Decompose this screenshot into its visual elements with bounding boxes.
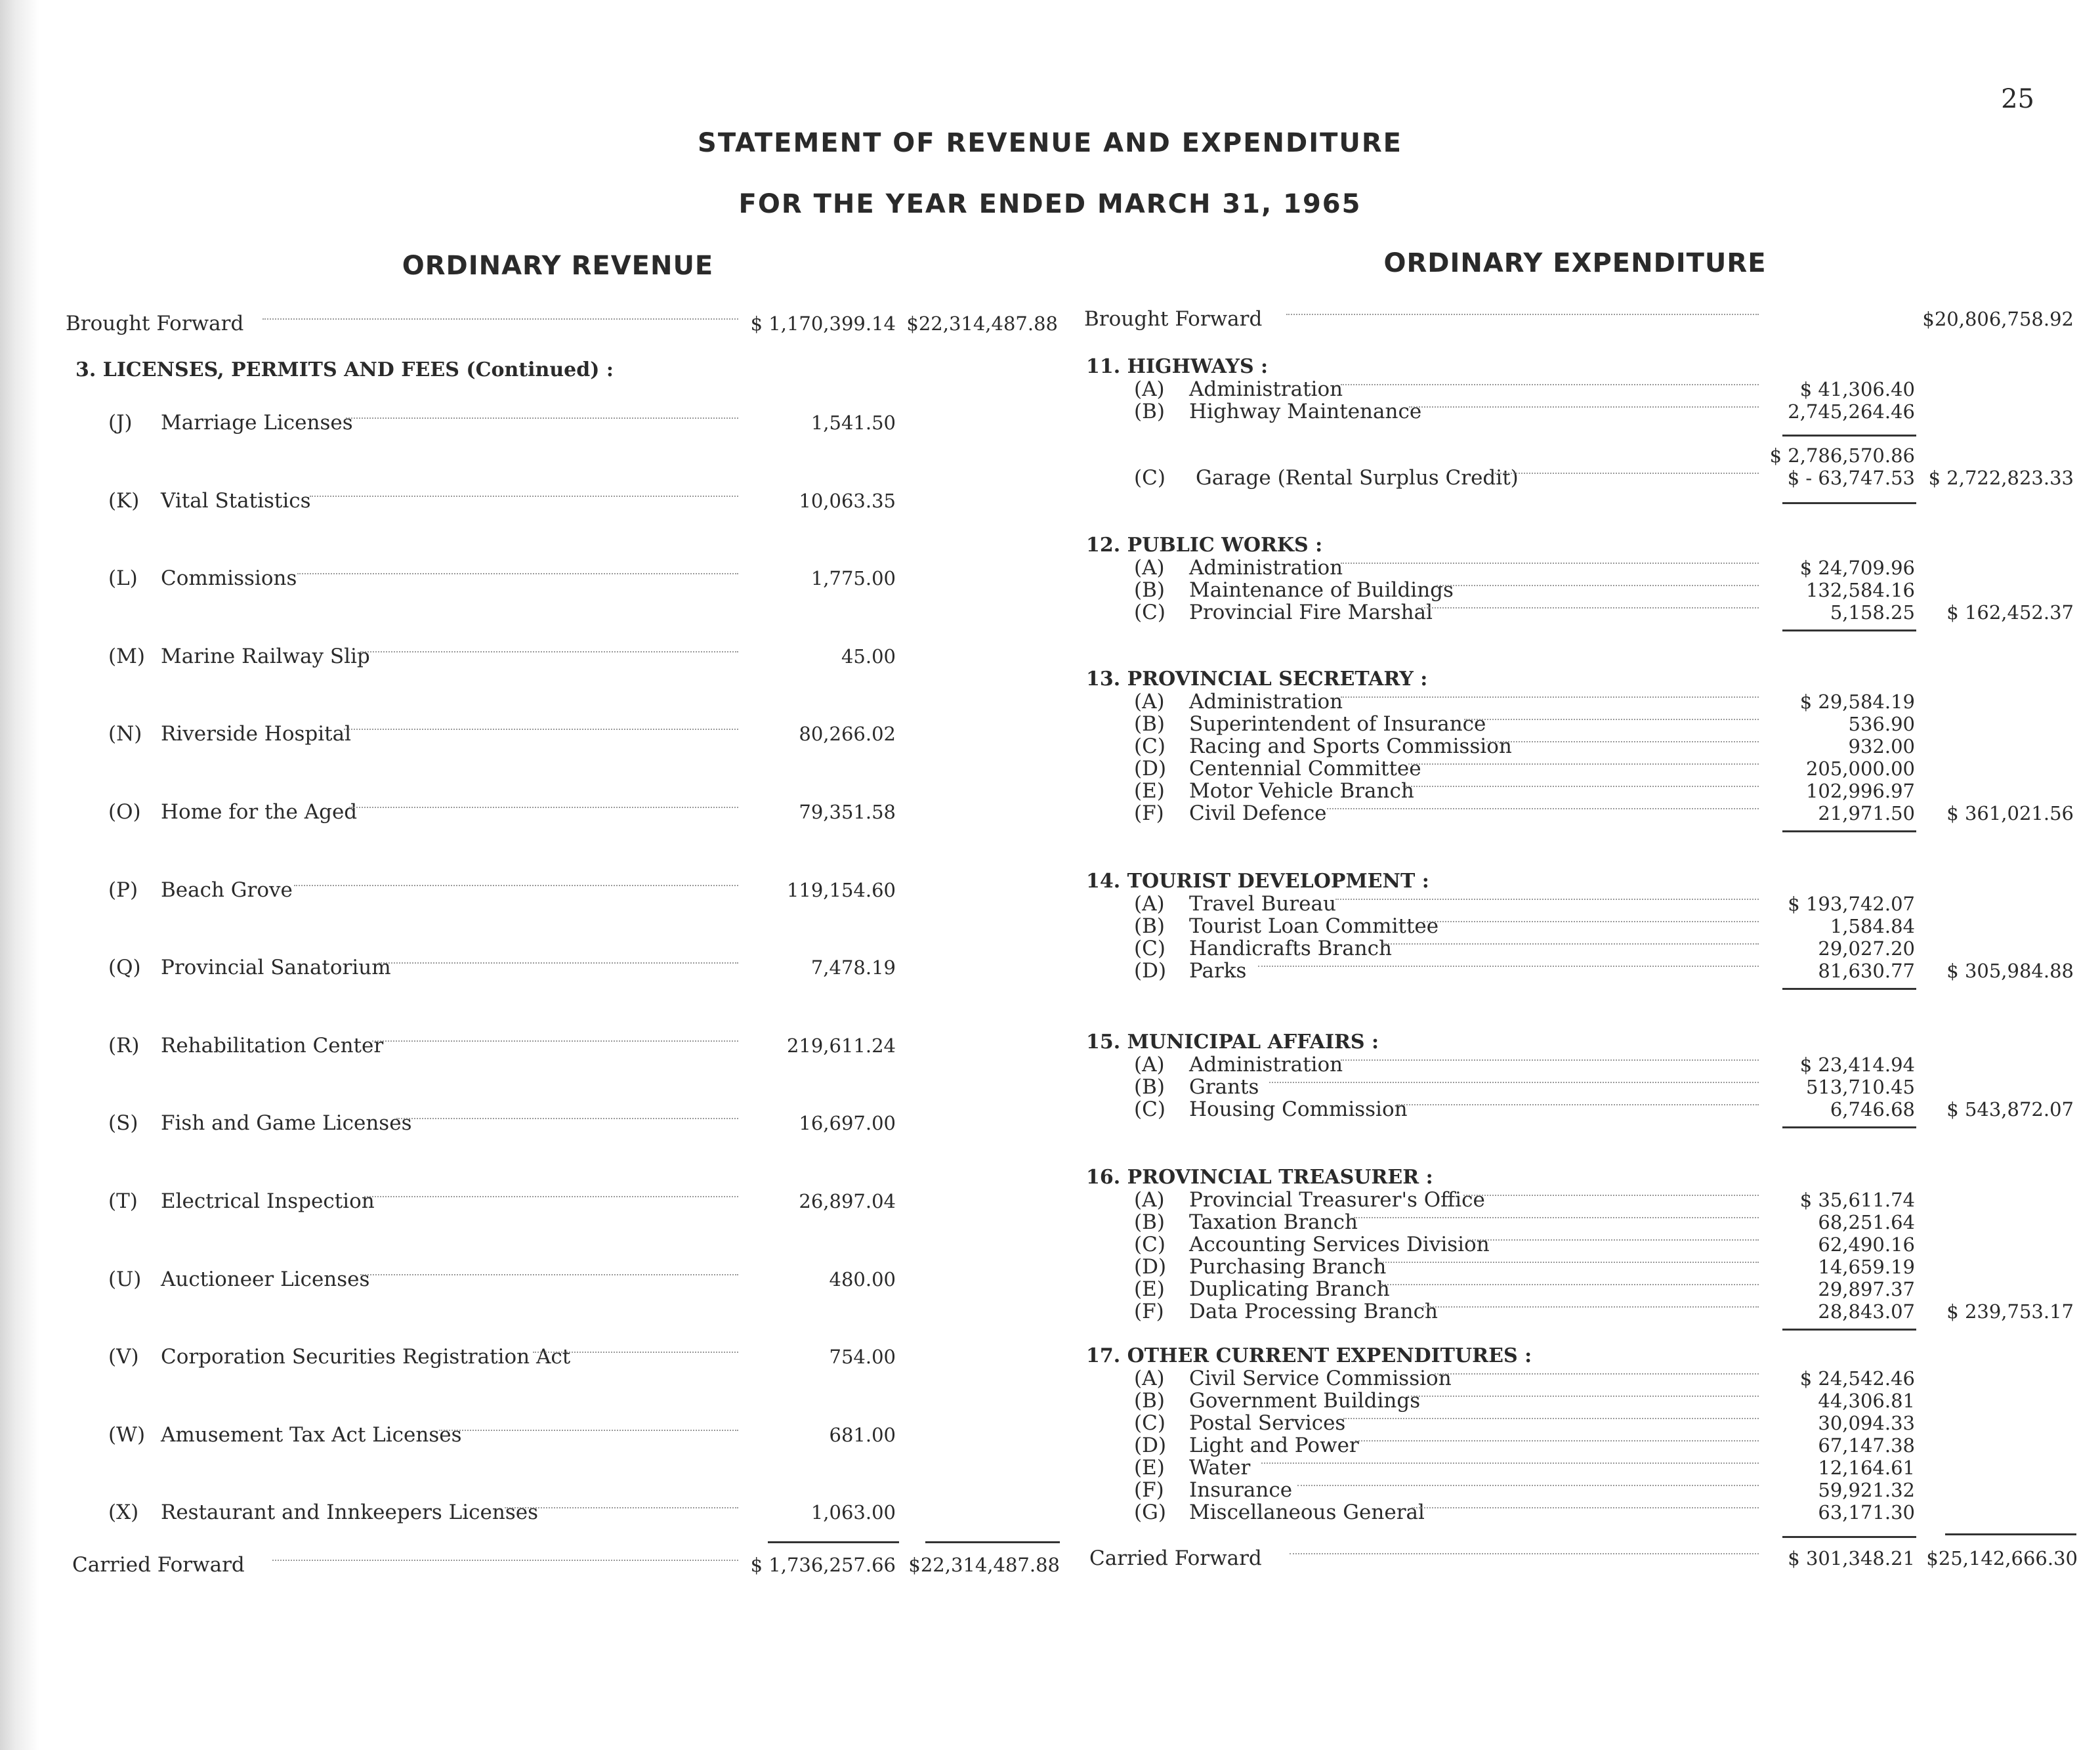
expenditure-item-label: Racing and Sports Commission [1189,735,1512,758]
expenditure-item-amount: 29,027.20 [1818,937,1915,960]
expenditure-item-amount: 205,000.00 [1805,758,1915,780]
expenditure-item-leader [1486,741,1759,742]
expenditure-item-code: (D) [1134,959,1167,983]
expenditure-item-label: Purchasing Branch [1189,1255,1387,1279]
expenditure-item-leader [1402,786,1759,787]
expenditure-item-leader [1327,808,1759,809]
expenditure-item-label: Grants [1189,1075,1259,1099]
revenue-item-leader [372,1040,738,1042]
highways-total-rule [1782,502,1916,504]
revenue-item-label: Auctioneer Licenses [161,1267,370,1291]
highways-subtotal-rule [1782,435,1916,437]
revenue-item-amount: 480.00 [829,1268,896,1291]
revenue-total-rule [925,1541,1060,1543]
expenditure-item-leader [1435,1373,1759,1375]
expenditure-item-amount: 132,584.16 [1805,579,1915,601]
expenditure-total-rule [1945,1533,2076,1535]
revenue-item-label: Electrical Inspection [161,1189,375,1213]
expenditure-item-label: Postal Services [1189,1411,1346,1435]
expenditure-section-total: $ 305,984.88 [1946,960,2074,982]
expenditure-item-code: (C) [1134,937,1166,960]
expenditure-item-leader [1258,966,1759,967]
expenditure-item-code: (B) [1134,1075,1165,1099]
revenue-item-amount: 754.00 [829,1346,896,1369]
expenditure-item-leader [1269,1082,1759,1083]
expenditure-item-code: (A) [1134,556,1165,580]
expenditure-item-leader [1423,1306,1759,1308]
expenditure-section-rule [1782,630,1916,631]
expenditure-item-leader [1463,1195,1759,1196]
expenditure-item-code: (G) [1134,1501,1166,1524]
revenue-item-code: (R) [108,1033,140,1057]
revenue-item-leader [344,729,738,730]
expenditure-item-label: Data Processing Branch [1189,1300,1438,1323]
revenue-item-label: Restaurant and Innkeepers Licenses [161,1501,538,1525]
expenditure-item-amount: $ 193,742.07 [1788,893,1915,915]
expenditure-item-amount: 29,897.37 [1818,1278,1915,1300]
revenue-item-amount: 119,154.60 [786,878,896,901]
expenditure-carried-forward-total: $25,142,666.30 [1926,1547,2078,1569]
expenditure-item-label: Maintenance of Buildings [1189,578,1454,602]
expenditure-item-amount: 44,306.81 [1818,1390,1915,1412]
expenditure-item-amount: 62,490.16 [1818,1233,1915,1256]
revenue-item-amount: 45.00 [841,645,896,668]
expenditure-item-label: Government Buildings [1189,1389,1421,1413]
expenditure-item-label: Provincial Fire Marshal [1189,601,1433,624]
revenue-item-label: Rehabilitation Center [161,1033,384,1057]
expenditure-item-code: (F) [1134,801,1164,825]
expenditure-item-leader [1412,1507,1759,1508]
revenue-item-label: Riverside Hospital [161,722,352,746]
revenue-brought-forward-label: Brought Forward [66,312,244,335]
expenditure-carried-forward-label: Carried Forward [1089,1547,1262,1570]
revenue-item-amount: 80,266.02 [799,723,896,746]
revenue-item-amount: 681.00 [829,1423,896,1446]
revenue-item-leader [439,1430,738,1431]
expenditure-item-leader [1409,406,1759,408]
expenditure-item-label: Insurance [1189,1478,1293,1502]
revenue-item-amount: 16,697.00 [799,1112,896,1135]
expenditure-item-label: Handicrafts Branch [1189,937,1392,960]
expenditure-item-label: Administration [1189,690,1343,714]
expenditure-item-code: (B) [1134,712,1165,736]
expenditure-item-code: (A) [1134,377,1165,401]
expenditure-item-label: Civil Service Commission [1189,1367,1452,1390]
revenue-item-leader [349,807,738,808]
revenue-carried-forward-total: $22,314,487.88 [908,1554,1060,1576]
expenditure-item-label: Duplicating Branch [1189,1277,1390,1301]
expenditure-item-amount: $ 24,709.96 [1799,557,1915,579]
expenditure-section-rule [1782,1329,1916,1331]
revenue-item-label: Beach Grove [161,878,293,902]
expenditure-item-amount: 2,745,264.46 [1788,400,1915,423]
expenditure-item-code: (F) [1134,1478,1164,1502]
expenditure-item-amount: $ 23,414.94 [1799,1054,1915,1076]
expenditure-item-code: (B) [1134,914,1165,938]
expenditure-item-amount: 21,971.50 [1818,802,1915,824]
expenditure-section-rule [1782,830,1916,832]
expenditure-item-code: (B) [1134,1210,1165,1234]
expenditure-item-amount: 30,094.33 [1818,1412,1915,1434]
expenditure-item-label: Water [1189,1456,1251,1480]
expenditure-item-leader [1341,563,1759,564]
expenditure-item-amount: 536.90 [1848,713,1915,735]
revenue-item-code: (S) [108,1111,138,1136]
expenditure-item-code: (A) [1134,1367,1165,1390]
expenditure-item-amount: 102,996.97 [1805,780,1915,802]
expenditure-brought-forward-leader [1286,314,1759,315]
expenditure-item-code: (C) [1134,466,1166,490]
expenditure-section-total: $ 162,452.37 [1946,601,2074,624]
expenditure-item-code: (E) [1134,779,1165,803]
expenditure-item-leader [1341,696,1759,698]
expenditure-item-leader [1341,1059,1759,1061]
expenditure-item-code: (C) [1134,1411,1166,1435]
revenue-item-code: (W) [108,1422,146,1447]
expenditure-item-code: (A) [1134,1188,1165,1212]
expenditure-item-leader [1464,719,1759,720]
expenditure-section-total: $ 543,872.07 [1946,1098,2074,1120]
expenditure-item-label: Taxation Branch [1189,1210,1358,1234]
revenue-item-leader [364,1196,738,1197]
expenditure-item-leader [1341,384,1759,385]
expenditure-item-label: Travel Bureau [1189,892,1336,916]
expenditure-item-label: Civil Defence [1189,801,1327,825]
revenue-heading: ORDINARY REVENUE [402,251,714,281]
expenditure-section-title: 14. TOURIST DEVELOPMENT : [1086,870,1429,893]
revenue-section-title: 3. LICENSES, PERMITS AND FEES (Continued) : [75,358,614,381]
revenue-item-code: (O) [108,800,141,824]
expenditure-item-amount: 932.00 [1848,735,1915,758]
expenditure-item-amount: 6,746.68 [1830,1098,1915,1120]
revenue-item-leader [294,885,738,886]
revenue-carried-forward-subtotal: $ 1,736,257.66 [750,1554,896,1576]
revenue-item-label: Home for the Aged [161,800,358,824]
expenditure-item-leader [1381,1284,1759,1285]
expenditure-item-amount: $ 35,611.74 [1799,1189,1915,1211]
expenditure-item-leader [1423,921,1759,922]
expenditure-item-leader [1378,1262,1759,1263]
revenue-item-label: Fish and Game Licenses [161,1111,412,1136]
revenue-item-amount: 7,478.19 [810,956,896,979]
expenditure-brought-forward-label: Brought Forward [1084,307,1263,331]
revenue-item-code: (K) [108,488,140,513]
expenditure-item-label: Garage (Rental Surplus Credit) [1196,466,1519,490]
revenue-item-leader [505,1507,738,1508]
expenditure-item-leader [1343,1418,1759,1419]
expenditure-item-label: Highway Maintenance [1189,400,1422,423]
expenditure-section-title: 17. OTHER CURRENT EXPENDITURES : [1086,1344,1532,1367]
expenditure-section-title: 11. HIGHWAYS : [1086,355,1269,378]
revenue-item-label: Vital Statistics [161,488,311,513]
expenditure-item-code: (D) [1134,1434,1167,1457]
expenditure-section-rule [1782,988,1916,990]
revenue-item-leader [310,496,738,497]
revenue-item-code: (U) [108,1267,142,1291]
revenue-item-code: (M) [108,644,145,668]
revenue-item-code: (X) [108,1501,139,1525]
expenditure-section-title: 12. PUBLIC WORKS : [1086,534,1323,557]
revenue-item-leader [346,417,738,419]
expenditure-item-leader [1437,585,1759,586]
highways-garage-amount: $ - 63,747.53 [1787,467,1915,489]
expenditure-item-leader [1383,943,1759,945]
highways-total: $ 2,722,823.33 [1928,467,2074,489]
expenditure-brought-forward-total: $20,806,758.92 [1922,308,2074,330]
expenditure-item-label: Light and Power [1189,1434,1359,1457]
expenditure-section-rule [1782,1126,1916,1128]
highways-subtotal: $ 2,786,570.86 [1769,444,1915,467]
revenue-brought-forward-leader [262,318,738,320]
expenditure-item-leader [1408,763,1759,765]
revenue-item-label: Commissions [161,566,297,591]
revenue-item-leader [360,1274,738,1275]
expenditure-item-code: (C) [1134,735,1166,758]
revenue-item-leader [533,1352,738,1353]
revenue-item-leader [396,1118,738,1119]
expenditure-item-label: Parks [1189,959,1247,983]
expenditure-item-amount: $ 24,542.46 [1799,1367,1915,1390]
expenditure-carried-forward-leader [1290,1553,1759,1554]
revenue-item-code: (J) [108,411,133,435]
expenditure-item-amount: 67,147.38 [1818,1434,1915,1457]
expenditure-item-label: Miscellaneous General [1189,1501,1425,1524]
expenditure-section-title: 13. PROVINCIAL SECRETARY : [1086,668,1428,691]
expenditure-item-label: Administration [1189,1053,1343,1077]
expenditure-item-code: (E) [1134,1456,1165,1480]
expenditure-item-leader [1335,899,1759,900]
expenditure-item-code: (B) [1134,1389,1165,1413]
document-title: STATEMENT OF REVENUE AND EXPENDITURE [698,128,1402,158]
revenue-item-amount: 219,611.24 [786,1034,896,1057]
document-subtitle: FOR THE YEAR ENDED MARCH 31, 1965 [738,189,1362,219]
expenditure-item-label: Centennial Committee [1189,757,1421,780]
expenditure-section-total: $ 239,753.17 [1946,1300,2074,1323]
revenue-item-code: (L) [108,566,138,591]
expenditure-item-amount: 81,630.77 [1818,960,1915,982]
expenditure-item-label: Housing Commission [1189,1098,1408,1121]
expenditure-item-code: (C) [1134,1098,1166,1121]
expenditure-item-code: (C) [1134,1233,1166,1256]
expenditure-item-leader [1396,1104,1759,1105]
expenditure-item-amount: 513,710.45 [1805,1076,1915,1098]
expenditure-item-leader [1467,1239,1759,1241]
expenditure-section-title: 15. MUNICIPAL AFFAIRS : [1086,1031,1379,1054]
expenditure-item-label: Accounting Services Division [1189,1233,1490,1256]
revenue-item-label: Provincial Sanatorium [161,956,391,980]
expenditure-item-leader [1297,1485,1759,1486]
expenditure-item-leader [1493,473,1759,474]
expenditure-heading: ORDINARY EXPENDITURE [1383,248,1767,278]
revenue-item-amount: 1,775.00 [810,567,896,590]
expenditure-item-amount: 12,164.61 [1818,1457,1915,1479]
expenditure-item-label: Administration [1189,556,1343,580]
page-number: 25 [2001,84,2034,114]
revenue-item-label: Amusement Tax Act Licenses [161,1422,462,1447]
expenditure-item-code: (D) [1134,757,1167,780]
expenditure-item-label: Provincial Treasurer's Office [1189,1188,1485,1212]
expenditure-item-leader [1261,1462,1759,1464]
expenditure-item-leader [1418,607,1759,608]
expenditure-item-amount: 5,158.25 [1830,601,1915,624]
expenditure-item-amount: $ 41,306.40 [1799,378,1915,400]
expenditure-item-amount: 68,251.64 [1818,1211,1915,1233]
expenditure-item-code: (E) [1134,1277,1165,1301]
expenditure-item-leader [1408,1396,1759,1397]
expenditure-item-code: (A) [1134,1053,1165,1077]
expenditure-section-total: $ 361,021.56 [1946,802,2074,824]
revenue-item-label: Marine Railway Slip [161,644,370,668]
revenue-carried-forward-leader [272,1560,738,1561]
revenue-item-code: (V) [108,1345,139,1369]
expenditure-item-leader [1355,1440,1759,1441]
expenditure-item-label: Tourist Loan Committee [1189,914,1439,938]
revenue-carried-forward-label: Carried Forward [72,1553,245,1577]
revenue-brought-forward-subtotal: $ 1,170,399.14 [750,312,896,335]
revenue-item-amount: 1,541.50 [810,412,896,434]
expenditure-subtotal-rule [1782,1536,1916,1538]
expenditure-item-code: (A) [1134,690,1165,714]
expenditure-item-code: (F) [1134,1300,1164,1323]
revenue-subtotal-rule [768,1541,899,1543]
expenditure-item-code: (D) [1134,1255,1167,1279]
expenditure-item-amount: 59,921.32 [1818,1479,1915,1501]
expenditure-item-amount: 63,171.30 [1818,1501,1915,1524]
revenue-item-code: (T) [108,1189,138,1213]
expenditure-carried-forward-subtotal: $ 301,348.21 [1788,1547,1915,1569]
expenditure-item-amount: 28,843.07 [1818,1300,1915,1323]
expenditure-item-code: (B) [1134,400,1165,423]
expenditure-item-code: (B) [1134,578,1165,602]
revenue-brought-forward-total: $22,314,487.88 [906,312,1058,335]
expenditure-item-label: Motor Vehicle Branch [1189,779,1414,803]
expenditure-item-label: Administration [1189,377,1343,401]
revenue-item-leader [297,573,738,574]
revenue-item-label: Corporation Securities Registration Act [161,1345,571,1369]
revenue-item-leader [379,962,738,964]
revenue-item-amount: 10,063.35 [799,489,896,512]
expenditure-item-amount: 1,584.84 [1830,915,1915,937]
revenue-item-amount: 1,063.00 [810,1501,896,1524]
revenue-item-amount: 79,351.58 [799,801,896,823]
expenditure-item-amount: 14,659.19 [1818,1256,1915,1278]
expenditure-item-label: Superintendent of Insurance [1189,712,1486,736]
expenditure-section-title: 16. PROVINCIAL TREASURER : [1086,1166,1433,1189]
expenditure-item-code: (C) [1134,601,1166,624]
revenue-item-amount: 26,897.04 [799,1190,896,1212]
expenditure-item-code: (A) [1134,892,1165,916]
expenditure-item-amount: $ 29,584.19 [1799,691,1915,713]
expenditure-item-leader [1354,1217,1759,1218]
revenue-item-code: (N) [108,722,142,746]
revenue-item-leader [360,651,738,652]
revenue-item-code: (P) [108,878,138,902]
revenue-item-code: (Q) [108,956,141,980]
revenue-item-label: Marriage Licenses [161,411,353,435]
